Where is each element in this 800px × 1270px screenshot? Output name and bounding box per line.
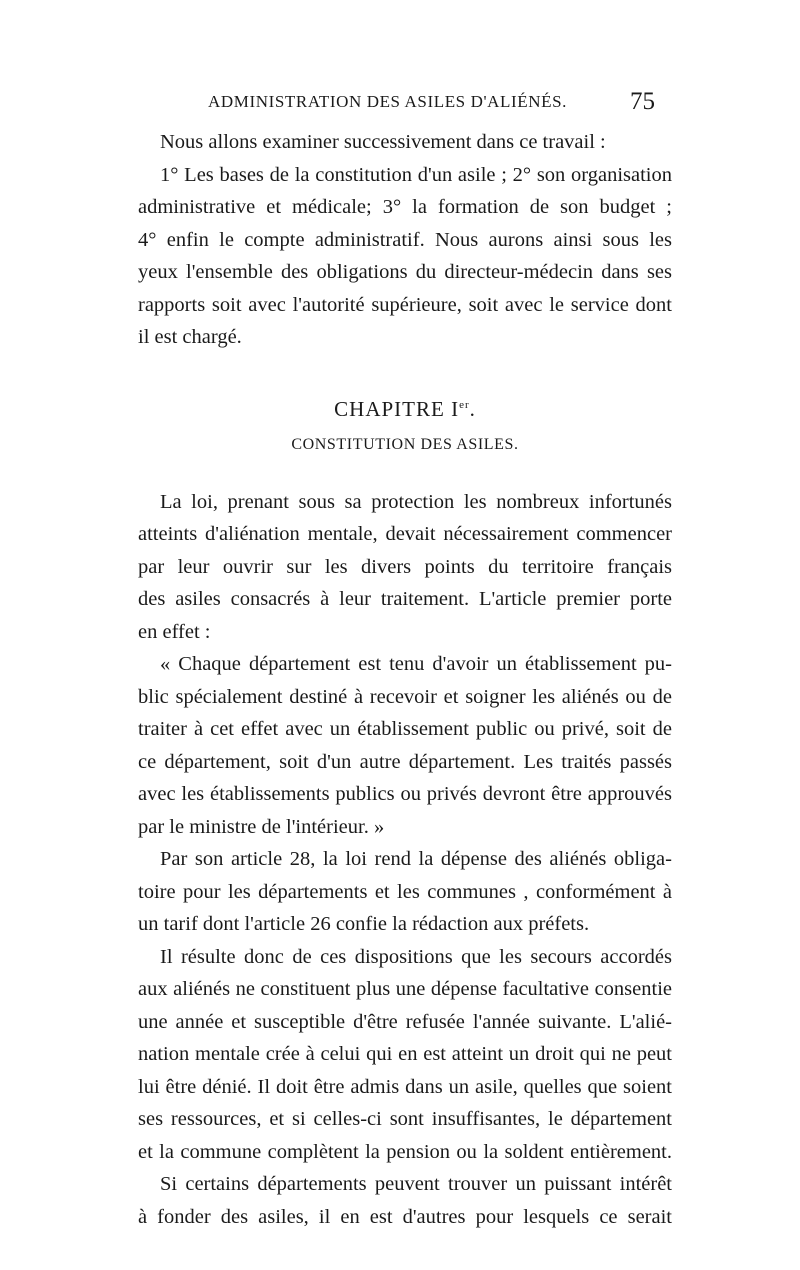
text-line: « Chaque département est tenu d'avoir un établissement pu- [160, 653, 672, 675]
text-line: aux aliénés ne constituent plus une dépense facultative consentie [138, 978, 672, 1000]
section-title: CONSTITUTION DES ASILES. [291, 435, 519, 453]
text-line: il est chargé. [138, 326, 242, 348]
text-line: une année et susceptible d'être refusée l'année suivante. L'alié- [138, 1010, 672, 1033]
text-line: atteints d'aliénation mentale, devait nécessairement commencer [138, 523, 672, 545]
text-line: 1° Les bases de la constitution d'un asile ; 2° son organisation [160, 163, 672, 186]
text-line: un tarif dont l'article 26 confie la rédaction aux préfets. [138, 913, 590, 935]
text-line: Nous allons examiner successivement dans ce travail : [160, 131, 606, 153]
text-line: ses ressources, et si celles-ci sont insuffisantes, le département [138, 1108, 672, 1130]
page-number: 75 [630, 88, 655, 115]
text-line: Il résulte donc de ces dispositions que les secours accordés [160, 945, 672, 968]
text-line: toire pour les départements et les communes , conformément à [138, 880, 672, 903]
text-line: rapports soit avec l'autorité supérieure, soit avec le service dont [138, 293, 672, 316]
text-line: en effet : [138, 620, 211, 643]
chapter-title: CHAPITRE Ier. [334, 396, 476, 421]
text-line: et la commune complètent la pension ou la soldent entièrement. [138, 1140, 672, 1163]
running-head [0, 88, 800, 122]
text-line: Par son article 28, la loi rend la dépense des aliénés obliga- [160, 848, 672, 870]
text-line: yeux l'ensemble des obligations du directeur-médecin dans ses [138, 261, 672, 283]
text-line: ce département, soit d'un autre département. Les traités passés [138, 750, 672, 773]
text-line: par le ministre de l'intérieur. » [138, 815, 385, 838]
text-line: La loi, prenant sous sa protection les nombreux infortunés [160, 490, 672, 513]
text-line: nation mentale crée à celui qui en est atteint un droit qui ne peut [138, 1043, 672, 1065]
text-line: des asiles consacrés à leur traitement. L'article premier porte [138, 588, 672, 610]
running-title: ADMINISTRATION DES ASILES D'ALIÉNÉS. [208, 92, 567, 111]
text-body [138, 126, 672, 1233]
text-line: administrative et médicale; 3° la formation de son budget ; [138, 196, 672, 218]
text-line: 4° enfin le compte administratif. Nous aurons ainsi sous les [138, 228, 672, 251]
text-line: avec les établissements publics ou privés devront être approuvés [138, 783, 672, 805]
text-line: traiter à cet effet avec un établissement public ou privé, soit de [138, 718, 672, 740]
text-line: blic spécialement destiné à recevoir et soigner les aliénés ou de [138, 685, 672, 708]
text-line: à fonder des asiles, il en est d'autres pour lesquels ce serait [138, 1205, 672, 1228]
text-line: Si certains départements peuvent trouver un puissant intérêt [160, 1173, 672, 1195]
text-line: par leur ouvrir sur les divers points du territoire français [138, 555, 672, 578]
text-line: lui être dénié. Il doit être admis dans un asile, quelles que soient [138, 1075, 672, 1098]
